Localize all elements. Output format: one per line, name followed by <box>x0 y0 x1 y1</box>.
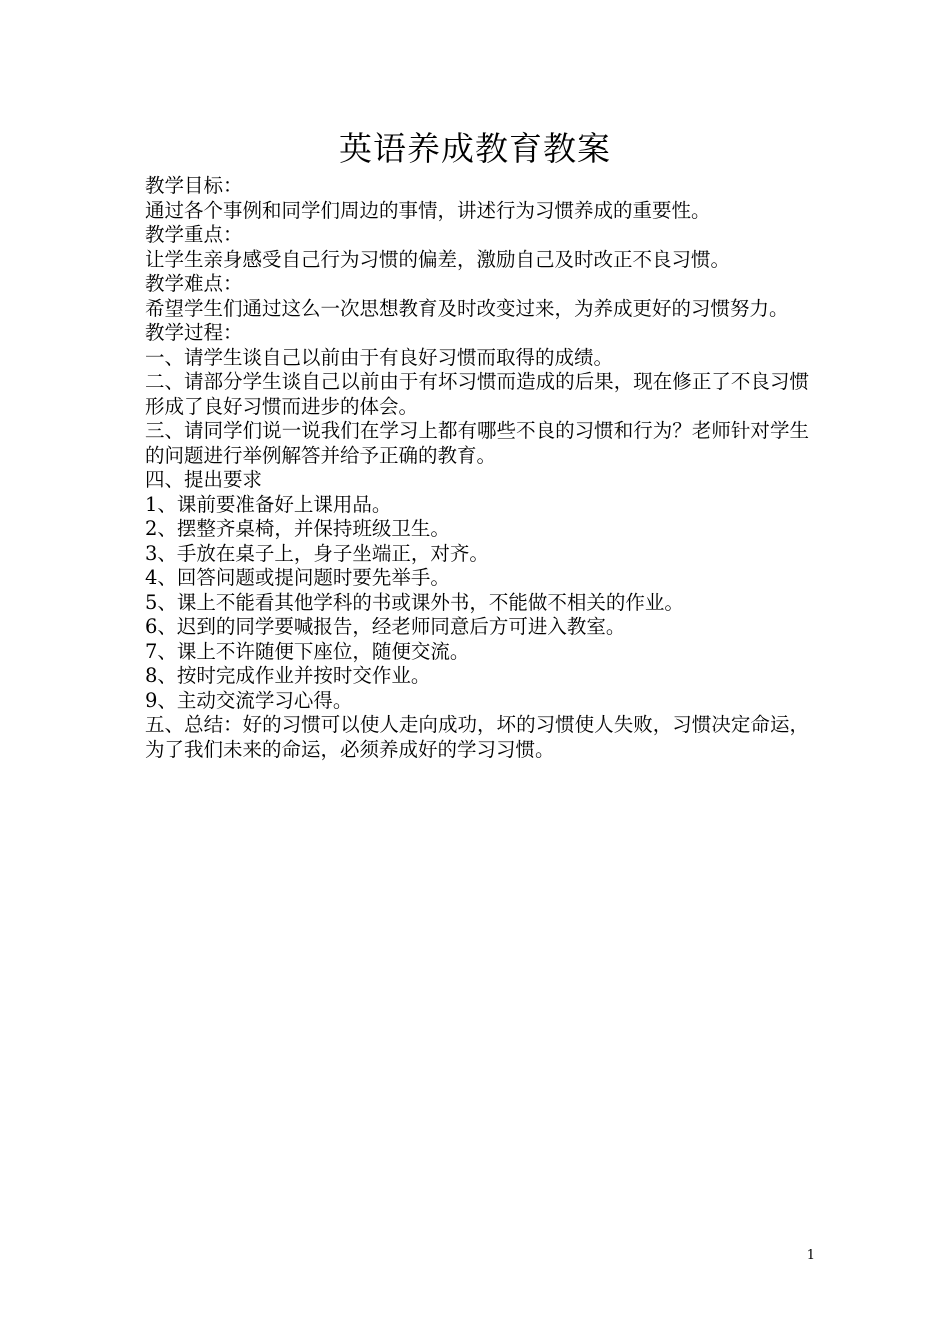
requirement-item: 3、手放在桌子上，身子坐端正，对齐。 <box>145 541 489 565</box>
process-step-4: 四、提出要求 <box>145 468 263 491</box>
section-heading-difficulties: 教学难点： <box>145 272 243 295</box>
requirement-item: 9、主动交流学习心得。 <box>145 688 353 712</box>
requirement-item: 1、课前要准备好上课用品。 <box>145 492 392 516</box>
requirement-item: 8、按时完成作业并按时交作业。 <box>145 664 431 687</box>
objectives-text: 通过各个事例和同学们周边的事情，讲述行为习惯养成的重要性。 <box>145 198 711 222</box>
page-number: 1 <box>806 1248 815 1263</box>
difficulties-text: 希望学生们通过这么一次思想教育及时改变过来，为养成更好的习惯努力。 <box>145 296 789 320</box>
requirement-item: 2、摆整齐桌椅，并保持班级卫生。 <box>145 517 450 540</box>
document-title: 英语养成教育教案 <box>339 129 611 168</box>
process-step-5-summary: 五、总结：好的习惯可以使人走向成功，坏的习惯使人失败，习惯决定命运，为了我们未来的命运，必须养成好的学习习惯。 <box>145 713 809 761</box>
document-body <box>145 174 809 762</box>
process-step-1: 一、请学生谈自己以前由于有良好习惯而取得的成绩。 <box>145 345 614 369</box>
requirement-item: 6、迟到的同学要喊报告，经老师同意后方可进入教室。 <box>145 615 626 638</box>
section-heading-process: 教学过程： <box>145 321 243 344</box>
requirement-item: 7、课上不许随便下座位，随便交流。 <box>145 639 470 663</box>
requirement-item: 5、课上不能看其他学科的书或课外书，不能做不相关的作业。 <box>145 590 684 614</box>
section-heading-key-points: 教学重点： <box>145 223 243 246</box>
process-step-2: 二、请部分学生谈自己以前由于有坏习惯而造成的后果，现在修正了不良习惯形成了良好习惯而进步的体会。 <box>145 370 809 418</box>
requirement-item: 4、回答问题或提问题时要先举手。 <box>145 566 450 589</box>
key-points-text: 让学生亲身感受自己行为习惯的偏差，激励自己及时改正不良习惯。 <box>145 247 731 271</box>
process-step-3: 三、请同学们说一说我们在学习上都有哪些不良的习惯和行为？老师针对学生的问题进行举例解答并给予正确的教育。 <box>145 419 809 467</box>
section-heading-objectives: 教学目标： <box>145 174 243 197</box>
